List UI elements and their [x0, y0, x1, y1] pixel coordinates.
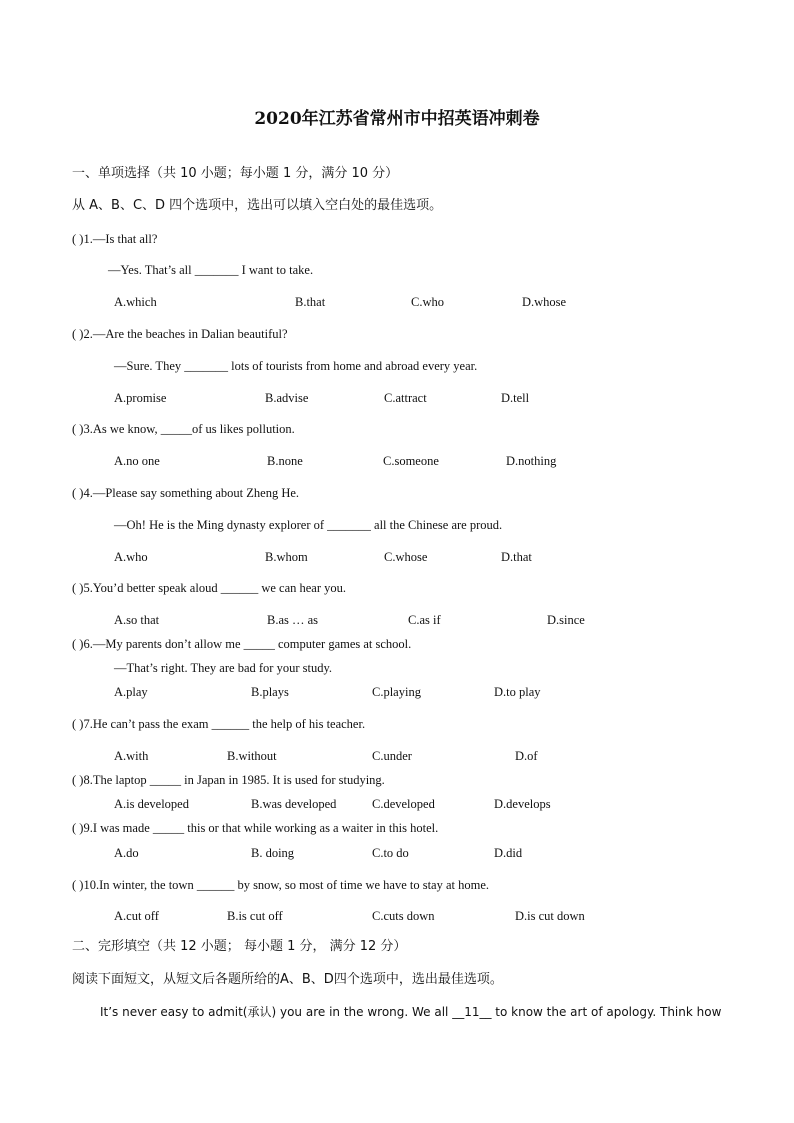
option-b: B.plays — [251, 685, 289, 699]
question-dialogue-line: —Oh! He is the Ming dynasty explorer of _______ all the Chinese are proud. — [114, 518, 503, 532]
question-dialogue-line: —That’s right. They are bad for your study. — [114, 661, 333, 675]
option-a: A.do — [114, 846, 139, 860]
option-d: D.develops — [494, 797, 551, 811]
option-b: B.as … as — [267, 613, 319, 627]
option-c: C.cuts down — [372, 909, 435, 923]
option-c: C.as if — [408, 613, 441, 627]
cloze-paragraph: It’s never easy to admit(承认) you are in the wrong. We all __11__ to know the art of apology. Think how — [100, 1005, 722, 1019]
option-c: C.under — [372, 749, 412, 763]
question-stem: ( )3.As we know, _____of us likes pollution. — [72, 422, 295, 436]
option-b: B.without — [227, 749, 277, 763]
option-c: C.to do — [372, 846, 409, 860]
option-c: C.who — [411, 295, 444, 309]
option-a: A.is developed — [114, 797, 189, 811]
option-d: D.did — [494, 846, 523, 860]
option-d: D.is cut down — [515, 909, 585, 923]
option-a: A.no one — [114, 454, 160, 468]
option-a: A.cut off — [114, 909, 159, 923]
option-a: A.play — [114, 685, 148, 699]
option-c: C.whose — [384, 550, 428, 564]
section2-instruction: 阅读下面短文，从短文后各题所给的A、B、D四个选项中，选出最佳选项。 — [72, 972, 503, 987]
option-d: D.to play — [494, 685, 541, 699]
question-dialogue-line: —Yes. That’s all _______ I want to take. — [108, 263, 314, 277]
option-b: B.was developed — [251, 797, 337, 811]
option-d: D.whose — [522, 295, 567, 309]
question-stem: ( )2.—Are the beaches in Dalian beautiful? — [72, 327, 288, 341]
option-c: C.developed — [372, 797, 435, 811]
option-b: B.that — [295, 295, 326, 309]
option-a: A.which — [114, 295, 157, 309]
option-b: B.none — [267, 454, 303, 468]
question-stem: ( )5.You’d better speak aloud ______ we can hear you. — [72, 581, 347, 595]
question-stem: ( )10.In winter, the town ______ by snow, so most of time we have to stay at home. — [72, 878, 490, 892]
question-dialogue-line: —Sure. They _______ lots of tourists from home and abroad every year. — [114, 359, 478, 373]
option-b: B. doing — [251, 846, 295, 860]
option-a: A.who — [114, 550, 148, 564]
question-stem: ( )8.The laptop _____ in Japan in 1985. It is used for studying. — [72, 773, 385, 787]
section2-heading: 二、完形填空（共 12 小题； 每小题 1 分， 满分 12 分） — [72, 939, 407, 954]
question-stem: ( )7.He can’t pass the exam ______ the help of his teacher. — [72, 717, 366, 731]
section1-heading: 一、单项选择（共 10 小题；每小题 1 分，满分 10 分） — [72, 166, 399, 181]
option-c: C.attract — [384, 391, 427, 405]
option-c: C.someone — [383, 454, 439, 468]
question-stem: ( )1.—Is that all? — [72, 232, 158, 246]
option-a: A.promise — [114, 391, 167, 405]
option-d: D.that — [501, 550, 532, 564]
option-d: D.nothing — [506, 454, 557, 468]
section1-instruction: 从 A、B、C、D 四个选项中，选出可以填入空白处的最佳选项。 — [72, 198, 443, 213]
option-b: B.advise — [265, 391, 309, 405]
option-d: D.since — [547, 613, 585, 627]
option-d: D.of — [515, 749, 538, 763]
option-a: A.with — [114, 749, 149, 763]
question-stem: ( )6.—My parents don’t allow me _____ computer games at school. — [72, 637, 412, 651]
question-stem: ( )4.—Please say something about Zheng He. — [72, 486, 300, 500]
option-b: B.is cut off — [227, 909, 283, 923]
question-stem: ( )9.I was made _____ this or that while working as a waiter in this hotel. — [72, 821, 439, 835]
page-title: 2020年江苏省常州市中招英语冲刺卷 — [254, 109, 540, 129]
option-b: B.whom — [265, 550, 308, 564]
option-d: D.tell — [501, 391, 530, 405]
option-c: C.playing — [372, 685, 421, 699]
option-a: A.so that — [114, 613, 160, 627]
